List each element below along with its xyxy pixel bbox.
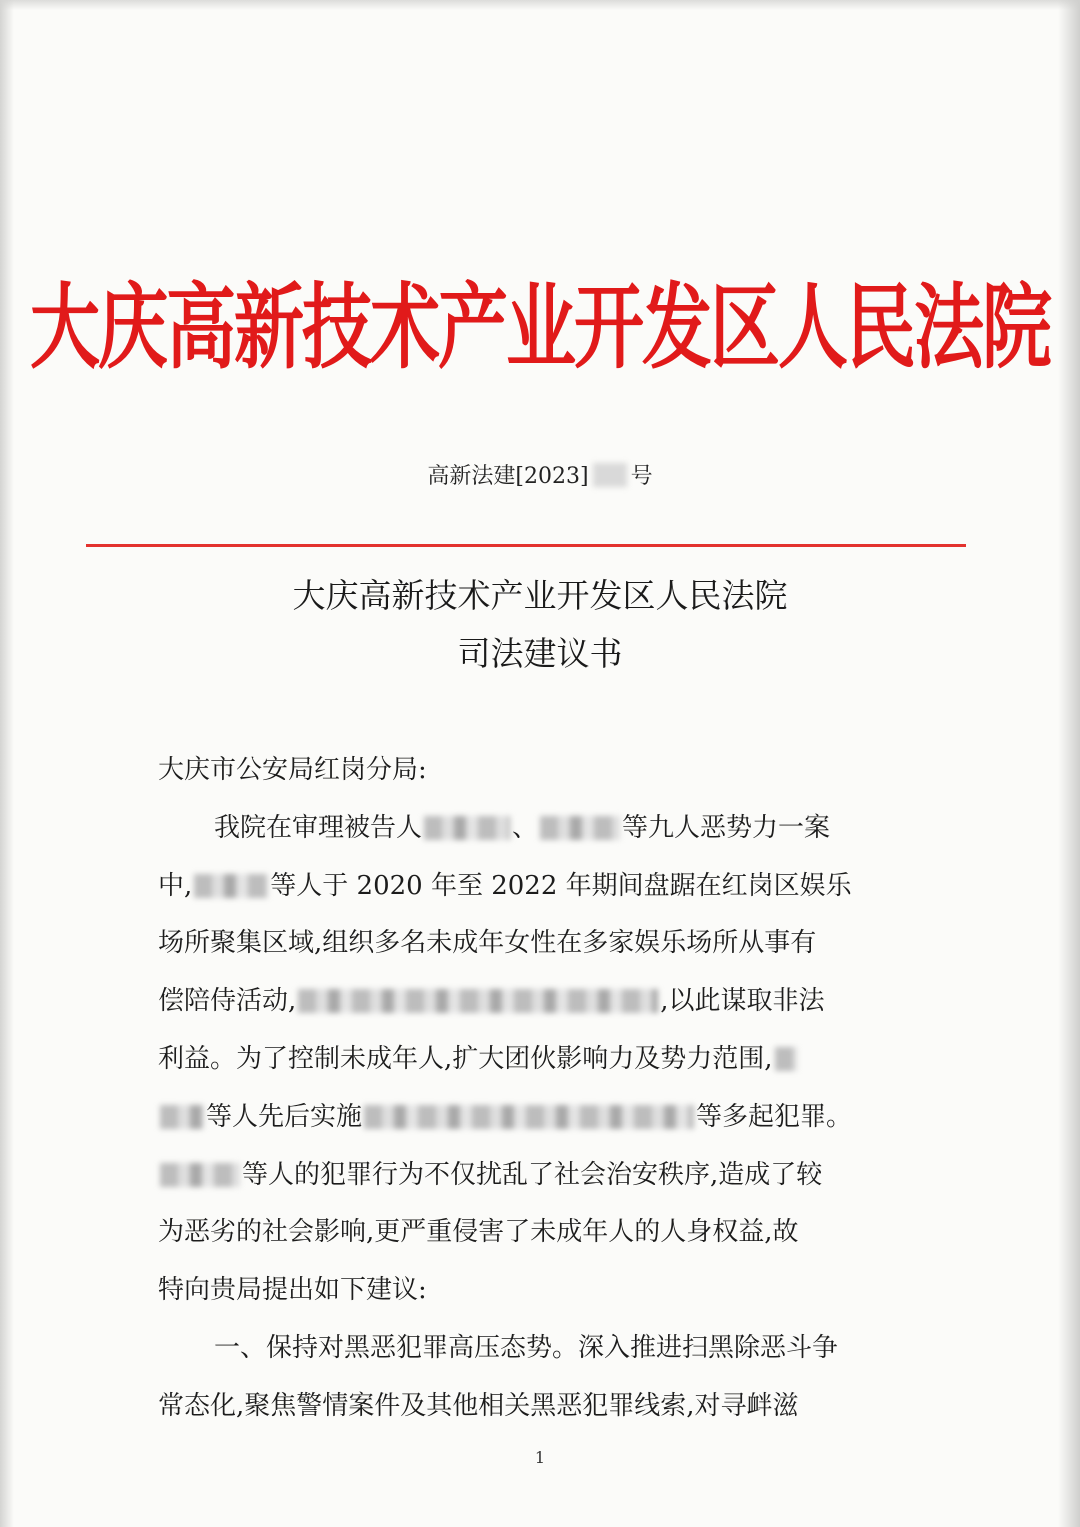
text-run: 、 [512, 812, 539, 843]
addressee: 大庆市公安局红岗分局: [158, 755, 427, 785]
redacted-text [364, 1105, 694, 1129]
redacted-name [194, 874, 268, 898]
text-run: 等人的犯罪行为不仅扰乱了社会治安秩序,造成了较 [242, 1159, 823, 1190]
paragraph-line: 一、保持对黑恶犯罪高压态势。深入推进扫黑除恶斗争 [214, 1332, 839, 1363]
red-masthead: 大庆高新技术产业开发区人民法院 [30, 273, 1050, 382]
document-number [0, 459, 1080, 490]
redacted-name [540, 816, 620, 840]
text-run: 等九人恶势力一案 [622, 812, 831, 843]
redacted-name [160, 1105, 204, 1129]
text-run: 偿陪侍活动, [158, 986, 297, 1017]
document-number-suffix: 号 [630, 464, 653, 489]
paragraph-line [158, 1089, 898, 1147]
paragraph-line [158, 800, 898, 858]
page-edge-shadow-left [0, 0, 14, 1527]
text-run: 利益。为了控制未成年人,扩大团伙影响力及势力范围, [158, 1043, 773, 1074]
page-edge-shadow-right [1058, 0, 1080, 1527]
paragraph-line: 场所聚集区域,组织多名未成年女性在多家娱乐场所从事有 [158, 928, 817, 959]
paragraph-line [158, 1031, 898, 1089]
paragraph-line: 为恶劣的社会影响,更严重侵害了未成年人的人身权益,故 [158, 1217, 799, 1248]
redacted-number [593, 463, 627, 487]
red-divider-rule [86, 544, 966, 547]
page-number: 1 [534, 1448, 546, 1467]
redacted-name [775, 1047, 797, 1071]
redacted-name [424, 816, 510, 840]
document-body [158, 742, 898, 1436]
text-run: 中, [158, 870, 193, 901]
paragraph-line [158, 973, 898, 1031]
redacted-name [160, 1163, 240, 1187]
text-run: 我院在审理被告人 [214, 812, 423, 843]
paragraph-line [158, 858, 898, 916]
page-edge-shadow-top [0, 0, 1080, 10]
paragraph-line [158, 1147, 898, 1205]
redacted-text [298, 989, 658, 1013]
text-run: 等多起犯罪。 [696, 1101, 853, 1132]
document-number-prefix: 高新法建[2023] [427, 464, 589, 489]
text-run: 等人于 2020 年至 2022 年期间盘踞在红岗区娱乐 [270, 870, 852, 901]
paragraph-line: 特向贵局提出如下建议: [158, 1275, 427, 1306]
text-run: 等人先后实施 [206, 1101, 363, 1132]
paragraph-line: 常态化,聚焦警情案件及其他相关黑恶犯罪线索,对寻衅滋 [158, 1390, 799, 1421]
text-run: ,以此谋取非法 [660, 986, 825, 1017]
document-title-court: 大庆高新技术产业开发区人民法院 [292, 576, 788, 615]
document-title-type: 司法建议书 [457, 634, 623, 673]
